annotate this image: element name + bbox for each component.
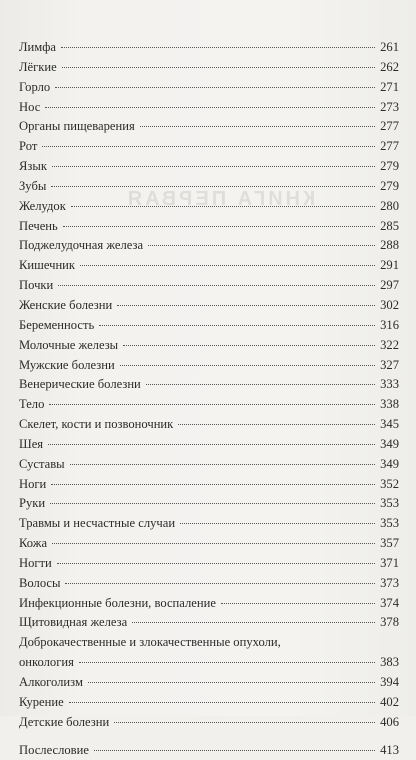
toc-entry <box>19 693 399 713</box>
dot-leader <box>42 146 375 147</box>
dot-leader <box>178 424 375 425</box>
toc-entry <box>19 157 399 177</box>
toc-entry-page: 402 <box>380 694 399 709</box>
toc-entry-page: 383 <box>380 655 399 670</box>
toc-entry-title: Алкоголизм <box>19 675 83 689</box>
dot-leader <box>132 622 375 623</box>
toc-entry-title: Доброкачественные и злокачественные опухоли, <box>19 635 281 650</box>
toc-entry <box>19 316 399 336</box>
toc-entry-title: Язык <box>19 159 47 174</box>
toc-tail-entries <box>19 673 399 733</box>
dot-leader <box>48 444 375 445</box>
dot-leader <box>146 384 375 385</box>
toc-entry-page: 273 <box>380 99 399 114</box>
toc-entry-title: Зубы <box>19 178 47 193</box>
toc-entry-page: 280 <box>380 198 399 213</box>
toc-entry-title: Нос <box>19 99 41 114</box>
toc-entry <box>19 197 399 217</box>
toc-entry-title: Кишечник <box>19 258 76 273</box>
toc-entry-title: Кожа <box>19 536 48 551</box>
dot-leader <box>65 583 375 584</box>
dot-leader <box>99 325 375 326</box>
toc-entry-title: Инфекционные болезни, воспаление <box>19 595 216 610</box>
toc-entry-title: Травмы и несчастные случаи <box>19 516 176 531</box>
toc-entry-page: 288 <box>380 238 399 253</box>
toc-entry-title: Скелет, кости и позвоночник <box>19 417 174 432</box>
toc-entry-multiline-line1 <box>19 633 399 653</box>
toc-entry-title: Руки <box>19 496 46 511</box>
toc-entry <box>19 455 399 475</box>
toc-entry <box>19 117 399 137</box>
toc-entry-page: 297 <box>380 278 399 293</box>
bleed-through-text: КНИГА ПЕРВАЯ <box>124 188 316 210</box>
toc-entry-page: 352 <box>380 476 399 491</box>
toc-entry <box>19 574 399 594</box>
toc-entry <box>19 594 399 614</box>
toc-entry <box>19 435 399 455</box>
toc-entry <box>19 296 399 316</box>
toc-entry-title: Венерические болезни <box>19 377 141 392</box>
toc-entry <box>19 673 399 693</box>
dot-leader <box>221 603 375 604</box>
toc-entry-page: 261 <box>380 40 399 54</box>
toc-entry <box>19 58 399 78</box>
toc-entry-title: Шея <box>19 436 44 451</box>
toc-entry-page: 413 <box>380 742 399 757</box>
toc-entry-page: 271 <box>380 79 399 94</box>
toc-entry-page: 378 <box>380 615 399 630</box>
toc-entry <box>19 38 399 58</box>
toc-entry-page: 374 <box>380 595 399 610</box>
toc-entry <box>19 236 399 256</box>
dot-leader <box>50 503 375 504</box>
toc-entry <box>19 475 399 495</box>
toc-entry <box>19 375 399 395</box>
toc-entry-title: Мужские болезни <box>19 357 115 372</box>
toc-entry-title: Послесловие <box>19 742 89 757</box>
toc-entry <box>19 276 399 296</box>
dot-leader <box>140 126 375 127</box>
toc-entry-page: 357 <box>380 536 399 551</box>
toc-entry-page: 406 <box>380 714 399 729</box>
toc-entry-title: онкология <box>19 655 74 670</box>
toc-entry-page: 338 <box>380 397 399 412</box>
toc-entry-title: Тело <box>19 397 45 412</box>
toc-entry-page: 302 <box>380 297 399 312</box>
toc-entry-page: 349 <box>380 436 399 451</box>
toc-entry <box>19 395 399 415</box>
toc-entry-title: Желудок <box>19 198 66 213</box>
toc-entry <box>19 78 399 98</box>
dot-leader <box>148 245 375 246</box>
toc-entry-title: Почки <box>19 278 54 293</box>
toc-entry-title: Лёгкие <box>19 59 57 74</box>
dot-leader <box>71 206 375 207</box>
toc-entry-afterword <box>19 741 399 760</box>
toc-entry <box>19 137 399 157</box>
dot-leader <box>63 226 375 227</box>
toc-entry <box>19 336 399 356</box>
dot-leader <box>79 662 375 663</box>
toc-entry <box>19 415 399 435</box>
toc-entry <box>19 356 399 376</box>
dot-leader <box>52 543 375 544</box>
toc-entry-page: 373 <box>380 575 399 590</box>
toc-entry-page: 327 <box>380 357 399 372</box>
toc-entry-page: 322 <box>380 337 399 352</box>
dot-leader <box>120 365 375 366</box>
toc-entry-title: Женские болезни <box>19 297 113 312</box>
toc-entry <box>19 98 399 118</box>
toc-entry-title: Щитовидная железа <box>19 615 128 630</box>
toc-entry-page: 345 <box>380 417 399 432</box>
toc-entry <box>19 534 399 554</box>
toc-entry-title: Детские болезни <box>19 714 110 729</box>
toc-entry-page: 394 <box>380 675 399 689</box>
dot-leader <box>88 682 375 683</box>
toc-entry <box>19 514 399 534</box>
toc-entry-title: Горло <box>19 79 51 94</box>
toc-entry-page: 349 <box>380 456 399 471</box>
dot-leader <box>45 107 375 108</box>
toc-entry-page: 353 <box>380 516 399 531</box>
toc-entry-page: 353 <box>380 496 399 511</box>
dot-leader <box>51 186 375 187</box>
toc-entry-multiline-line2 <box>19 653 399 673</box>
toc-entry-page: 371 <box>380 555 399 570</box>
toc-entry-page: 279 <box>380 178 399 193</box>
dot-leader <box>69 702 375 703</box>
toc-entry-page: 277 <box>380 139 399 154</box>
dot-leader <box>52 166 375 167</box>
dot-leader <box>57 563 375 564</box>
toc-entry-title: Поджелудочная железа <box>19 238 144 253</box>
toc-entry-title: Молочные железы <box>19 337 119 352</box>
dot-leader <box>58 285 375 286</box>
toc-entry-page: 279 <box>380 159 399 174</box>
dot-leader <box>114 722 375 723</box>
toc-entry-title: Волосы <box>19 575 61 590</box>
toc-entry-page: 291 <box>380 258 399 273</box>
toc-entry-title: Суставы <box>19 456 65 471</box>
dot-leader <box>70 464 375 465</box>
dot-leader <box>94 750 375 751</box>
dot-leader <box>55 87 375 88</box>
toc-entry-title: Ноги <box>19 476 47 491</box>
section-gap <box>19 733 399 741</box>
toc-entry-page: 285 <box>380 218 399 233</box>
toc-entry-page: 333 <box>380 377 399 392</box>
dot-leader <box>117 305 375 306</box>
toc-entry-page: 262 <box>380 59 399 74</box>
toc-entry-title: Печень <box>19 218 58 233</box>
toc-entry <box>19 217 399 237</box>
toc-entry <box>19 613 399 633</box>
dot-leader <box>61 47 375 48</box>
table-of-contents <box>19 38 399 760</box>
toc-entry-page: 316 <box>380 317 399 332</box>
toc-entry <box>19 494 399 514</box>
toc-entry-title: Курение <box>19 694 64 709</box>
dot-leader <box>80 265 375 266</box>
toc-entry-title: Беременность <box>19 317 95 332</box>
toc-main-entries <box>19 38 399 633</box>
dot-leader <box>49 404 375 405</box>
dot-leader <box>123 345 375 346</box>
toc-entry <box>19 256 399 276</box>
toc-entry-title: Рот <box>19 139 38 154</box>
toc-entry-title: Органы пищеварения <box>19 119 135 134</box>
dot-leader <box>51 484 375 485</box>
toc-entry <box>19 554 399 574</box>
toc-entry <box>19 177 399 197</box>
dot-leader <box>180 523 375 524</box>
dot-leader <box>62 67 375 68</box>
toc-entry-title: Лимфа <box>19 40 57 54</box>
toc-entry-page: 277 <box>380 119 399 134</box>
toc-entry-title: Ногти <box>19 555 52 570</box>
